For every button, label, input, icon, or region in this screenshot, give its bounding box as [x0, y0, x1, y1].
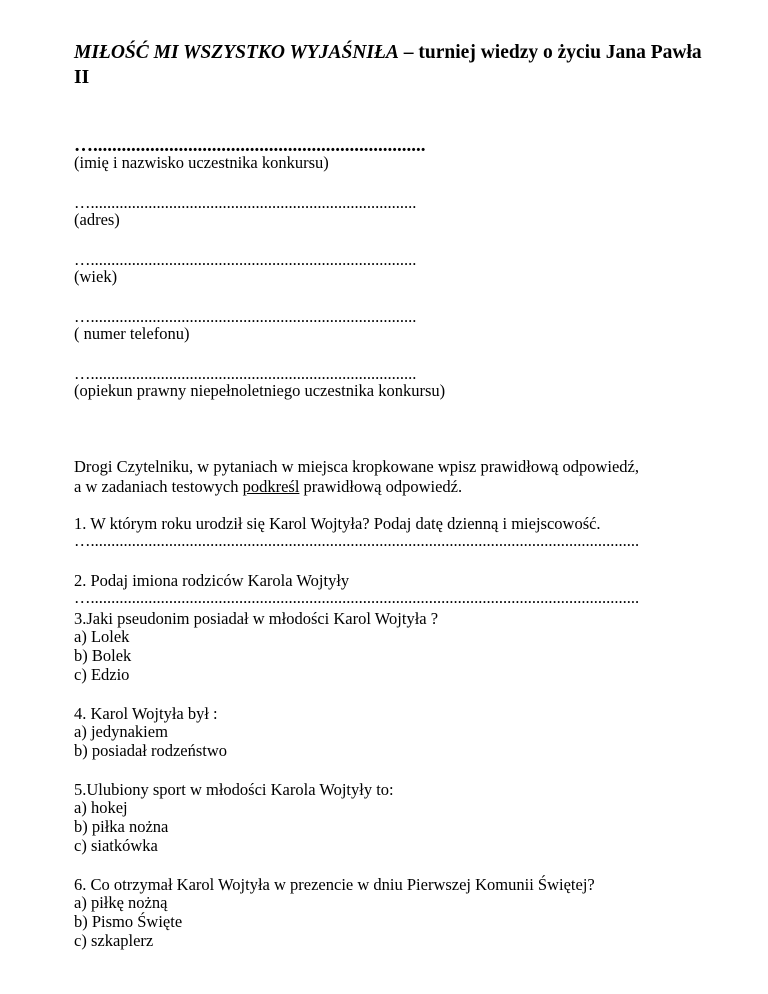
- question-4-option-a[interactable]: a) jedynakiem: [74, 722, 168, 741]
- question-5-option-c[interactable]: c) siatkówka: [74, 836, 158, 855]
- guardian-label: (opiekun prawny niepełnoletniego uczestnika konkursu): [74, 381, 446, 400]
- question-3-option-c[interactable]: c) Edzio: [74, 665, 130, 684]
- intro-underlined-word: podkreśl: [242, 477, 300, 496]
- question-3-option-b[interactable]: b) Bolek: [74, 646, 132, 665]
- question-2: 2. Podaj imiona rodziców Karola Wojtyły: [74, 571, 350, 590]
- question-1: 1. W którym roku urodził się Karol Wojtyła? Podaj datę dzienną i miejscowość.: [74, 514, 601, 533]
- document-title: [74, 40, 714, 90]
- title-rest: – turniej wiedzy o życiu Jana Pawła II: [74, 42, 702, 88]
- question-6: 6. Co otrzymał Karol Wojtyła w prezencie w dniu Pierwszej Komunii Świętej?: [74, 875, 595, 894]
- address-label: (adres): [74, 210, 120, 229]
- question-5: 5.Ulubiony sport w młodości Karola Wojtyły to:: [74, 780, 394, 799]
- name-dots[interactable]: …......................................................................: [74, 135, 426, 156]
- question-3: 3.Jaki pseudonim posiadał w młodości Karol Wojtyła ?: [74, 609, 439, 628]
- question-5-option-a[interactable]: a) hokej: [74, 798, 128, 817]
- age-dots[interactable]: …...............................................................................: [74, 250, 417, 269]
- intro-line-2-after: prawidłową odpowiedź.: [299, 477, 463, 496]
- intro-line-2: [74, 477, 462, 496]
- address-dots[interactable]: …...............................................................................: [74, 193, 417, 212]
- question-4-option-b[interactable]: b) posiadał rodzeństwo: [74, 741, 228, 760]
- question-5-option-b[interactable]: b) piłka nożna: [74, 817, 169, 836]
- question-3-option-a[interactable]: a) Lolek: [74, 627, 130, 646]
- question-1-answer-dots[interactable]: ….....................................................................................................................................: [74, 531, 640, 550]
- age-label: (wiek): [74, 267, 118, 286]
- title-italic: MIŁOŚĆ MI WSZYSTKO WYJAŚNIŁA: [74, 42, 399, 63]
- name-label: (imię i nazwisko uczestnika konkursu): [74, 153, 329, 172]
- question-6-option-c[interactable]: c) szkaplerz: [74, 931, 154, 950]
- intro-line-1: Drogi Czytelniku, w pytaniach w miejsca kropkowane wpisz prawidłową odpowiedź,: [74, 457, 639, 476]
- question-6-option-b[interactable]: b) Pismo Święte: [74, 912, 183, 931]
- guardian-dots[interactable]: …...............................................................................: [74, 364, 417, 383]
- question-6-option-a[interactable]: a) piłkę nożną: [74, 893, 168, 912]
- question-4: 4. Karol Wojtyła był :: [74, 704, 218, 723]
- intro-line-2-before: a w zadaniach testowych: [74, 477, 243, 496]
- question-2-answer-dots[interactable]: ….....................................................................................................................................: [74, 588, 640, 607]
- phone-dots[interactable]: …...............................................................................: [74, 307, 417, 326]
- phone-label: ( numer telefonu): [74, 324, 190, 343]
